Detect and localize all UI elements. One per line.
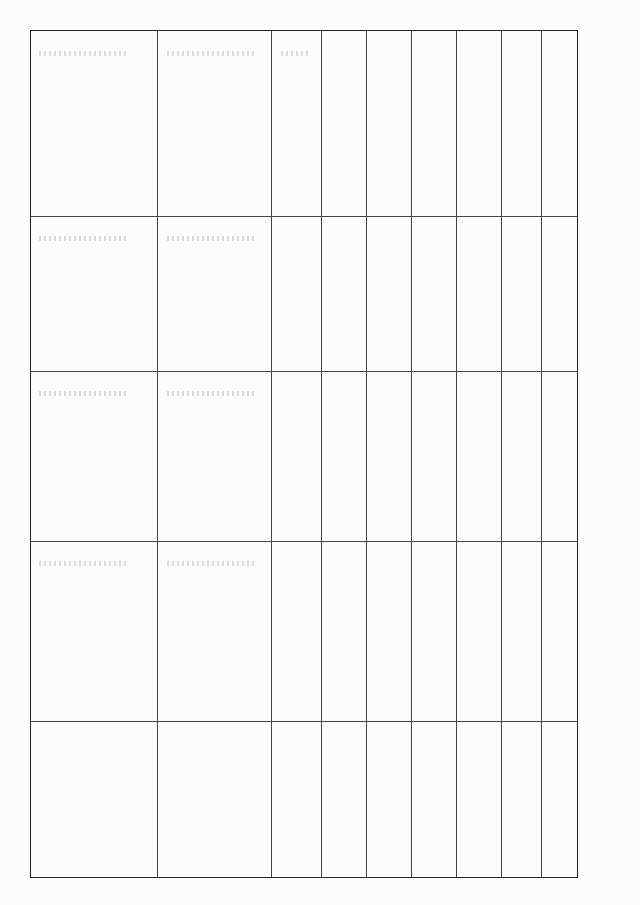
text-placeholder bbox=[39, 391, 129, 396]
page-number bbox=[590, 92, 610, 112]
table-row bbox=[31, 721, 577, 722]
table-column-divider bbox=[501, 31, 502, 877]
table-row bbox=[31, 541, 577, 542]
table-column-divider bbox=[541, 31, 542, 877]
text-placeholder bbox=[39, 561, 129, 566]
table-column-divider bbox=[411, 31, 412, 877]
text-placeholder bbox=[167, 51, 257, 56]
text-placeholder bbox=[39, 236, 129, 241]
rotated-budget-table bbox=[30, 30, 578, 878]
text-placeholder bbox=[167, 561, 257, 566]
table-column-divider bbox=[456, 31, 457, 877]
text-placeholder bbox=[39, 51, 129, 56]
text-placeholder bbox=[281, 51, 309, 56]
table-row bbox=[31, 216, 577, 217]
table-column-divider bbox=[157, 31, 158, 877]
text-placeholder bbox=[167, 391, 257, 396]
table-column-divider bbox=[271, 31, 272, 877]
table-row bbox=[31, 371, 577, 372]
text-placeholder bbox=[167, 236, 257, 241]
table-column-divider bbox=[321, 31, 322, 877]
table-column-divider bbox=[366, 31, 367, 877]
